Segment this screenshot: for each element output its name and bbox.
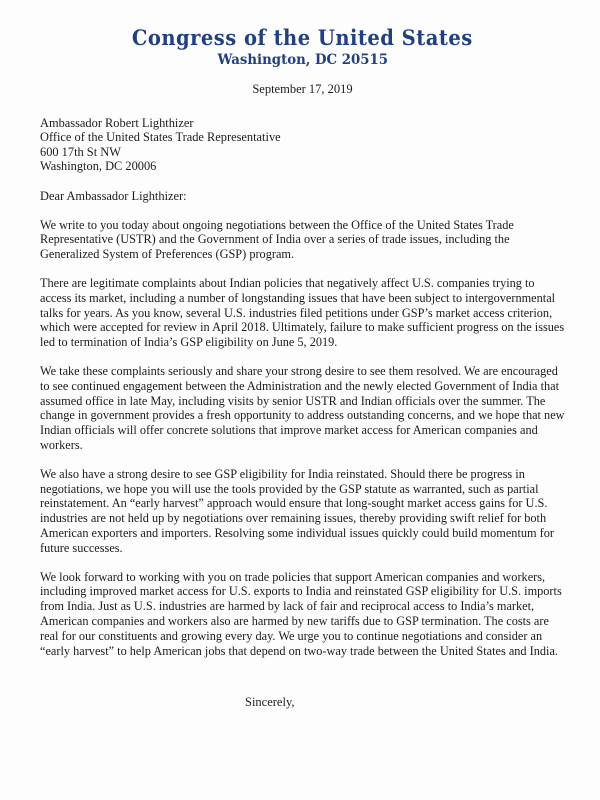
salutation: Dear Ambassador Lighthizer: xyxy=(40,188,187,203)
letterhead xyxy=(40,26,565,69)
recipient-block xyxy=(40,116,565,174)
body-paragraph-2: There are legitimate complaints about Indian policies that negatively affect U.S. companies trying to access its market, including a number of longstanding issues that have been subject to intergovernmental talks for years. As you know, several U.S. industries filed petitions under GSP’s market access criterion, which were accepted for review in April 2018. Ultimately, failure to make sufficient progress on the issues led to termination of India’s GSP eligibility on June 5, 2019. xyxy=(40,276,565,350)
letterhead-title: Congress of the United States xyxy=(132,25,473,50)
recipient-street: 600 17th St NW xyxy=(40,144,121,159)
body-paragraph-1: We write to you today about ongoing negotiations between the Office of the United States Trade Representative (USTR) and the Government of India over a series of trade issues, including the Generalized System of Preferences (GSP) program. xyxy=(40,217,514,262)
closing: Sincerely, xyxy=(245,695,295,710)
recipient-city: Washington, DC 20006 xyxy=(40,159,157,174)
letter-body xyxy=(40,218,565,659)
recipient-office: Office of the United States Trade Representative xyxy=(40,130,281,145)
letter-date: September 17, 2019 xyxy=(252,82,353,96)
body-paragraph-3: We take these complaints seriously and share your strong desire to see them resolved. We are encouraged to see continued engagement between the Administration and the newly elected Government of India that assumed office in late May, including visits by senior USTR and Indian officials over the summer. The change in government provides a fresh opportunity to address outstanding concerns, and we hope that new Indian officials will offer concrete solutions that improve market access for American companies and workers. xyxy=(40,364,565,452)
body-paragraph-4: We also have a strong desire to see GSP eligibility for India reinstated. Should there be progress in negotiations, we hope you will use the tools provided by the GSP statute as warranted, such as partial reinstatement. An “early harvest” approach would ensure that long-sought market access gains for U.S. industries are not held up by negotiations over remaining issues, thereby providing swift relief for both American exporters and importers. Resolving some individual issues quickly could build momentum for future successes. xyxy=(40,466,554,555)
recipient-name: Ambassador Robert Lighthizer xyxy=(40,116,194,130)
letterhead-subtitle: Washington, DC 20515 xyxy=(217,52,388,68)
body-paragraph-5: We look forward to working with you on trade policies that support American companies and workers, including improved market access for U.S. exports to India and reinstated GSP eligibility for U.S. imports from India. Just as U.S. industries are harmed by lack of fair and reciprocal access to India’s market, American companies and workers also are harmed by new tariffs due to GSP termination. The costs are real for our constituents and growing every day. We urge you to continue negotiations and consider an “early harvest” to help American jobs that depend on two-way trade between the United States and India. xyxy=(40,569,562,658)
